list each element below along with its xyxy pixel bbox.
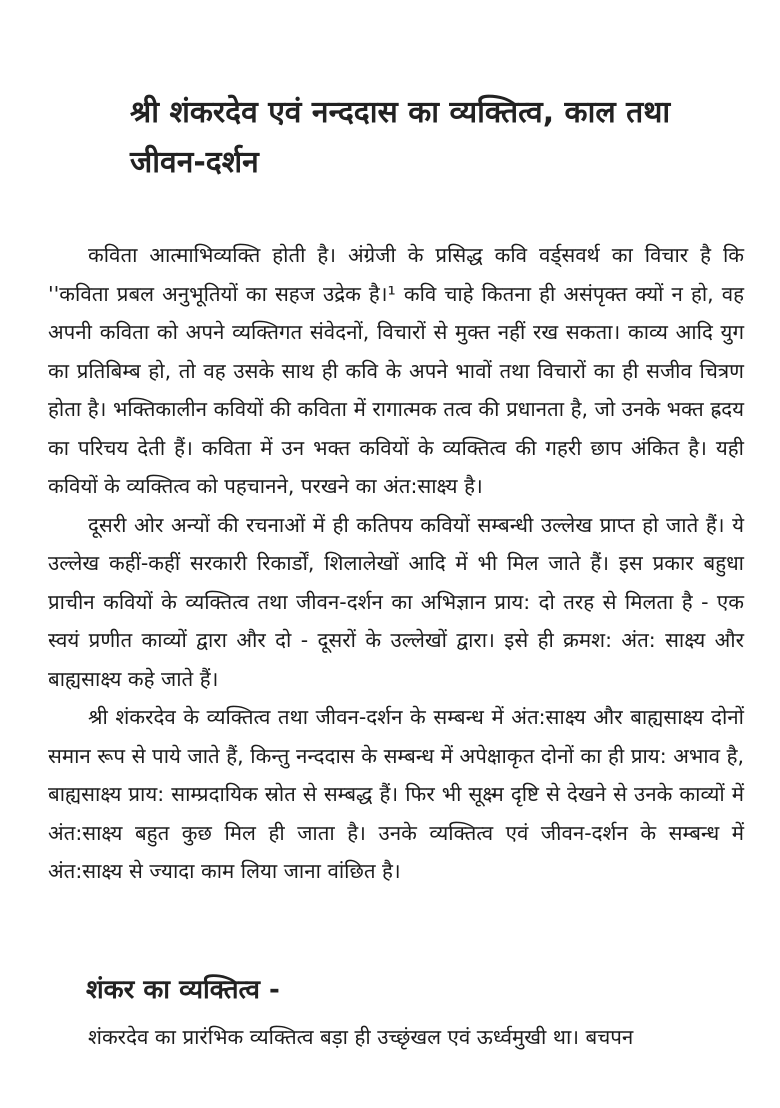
paragraph-4: शंकरदेव का प्रारंभिक व्यक्तित्व बड़ा ही उच्छृंखल एवं ऊर्ध्वमुखी था। बचपन bbox=[88, 1025, 634, 1049]
body-text bbox=[48, 236, 744, 891]
paragraph-3: श्री शंकरदेव के व्यक्तित्व तथा जीवन-दर्शन के सम्बन्ध में अंत:साक्ष्य और बाह्यसाक्ष्य दोनों समान रूप से पाये जाते हैं, किन्तु नन्ददास के सम्बन्ध में अपेक्षाकृत दोनों का ही प्राय: अभाव है, बाह्यसाक्ष्य प्राय: साम्प्रदायिक स्रोत से सम्बद्ध हैं। फिर भी सूक्ष्म दृष्टि से देखने से उनके काव्यों में अंत:साक्ष्य बहुत कुछ मिल ही जाता है। उनके व्यक्तित्व एवं जीवन-दर्शन के सम्बन्ध में अंत:साक्ष्य से ज्यादा काम लिया जाना वांछित है। bbox=[48, 705, 744, 883]
paragraph-1: कविता आत्माभिव्यक्ति होती है। अंग्रेजी के प्रसिद्ध कवि वर्ड्सवर्थ का विचार है कि ''कविता प्रबल अनुभूतियों का सहज उद्रेक है।¹ कवि चाहे कितना ही असंपृक्त क्यों न हो, वह अपनी कविता को अपने व्यक्तिगत संवेदनों, विचारों से मुक्त नहीं रख सकता। काव्य आदि युग का प्रतिबिम्ब हो, तो वह उसके साथ ही कवि के अपने भावों तथा विचारों का ही सजीव चित्रण होता है। भक्तिकालीन कवियों की कविता में रागात्मक तत्व की प्रधानता है, जो उनके भक्त ह्रदय का परिचय देती हैं। कविता में उन भक्त कवियों के व्यक्तित्व की गहरी छाप अंकित है। यही कवियों के व्यक्तित्व को पहचानने, परखने का अंत:साक्ष्य है। bbox=[48, 243, 744, 498]
section-heading: शंकर का व्यक्तित्व - bbox=[86, 975, 280, 1005]
page-title: श्री शंकरदेव एवं नन्ददास का व्यक्तित्व, काल तथा जीवन-दर्शन bbox=[130, 95, 671, 180]
paragraph-2: दूसरी ओर अन्यों की रचनाओं में ही कतिपय कवियों सम्बन्धी उल्लेख प्राप्त हो जाते हैं। ये उल्लेख कहीं-कहीं सरकारी रिकार्डों, शिलालेखों आदि में भी मिल जाते हैं। इस प्रकार बहुधा प्राचीन कवियों के व्यक्तित्व तथा जीवन-दर्शन का अभिज्ञान प्राय: दो तरह से मिलता है - एक स्वयं प्रणीत काव्यों द्वारा और दो - दूसरों के उल्लेखों द्वारा। इसे ही क्रमश: अंत: साक्ष्य और बाह्यसाक्ष्य कहे जाते हैं। bbox=[48, 512, 744, 691]
